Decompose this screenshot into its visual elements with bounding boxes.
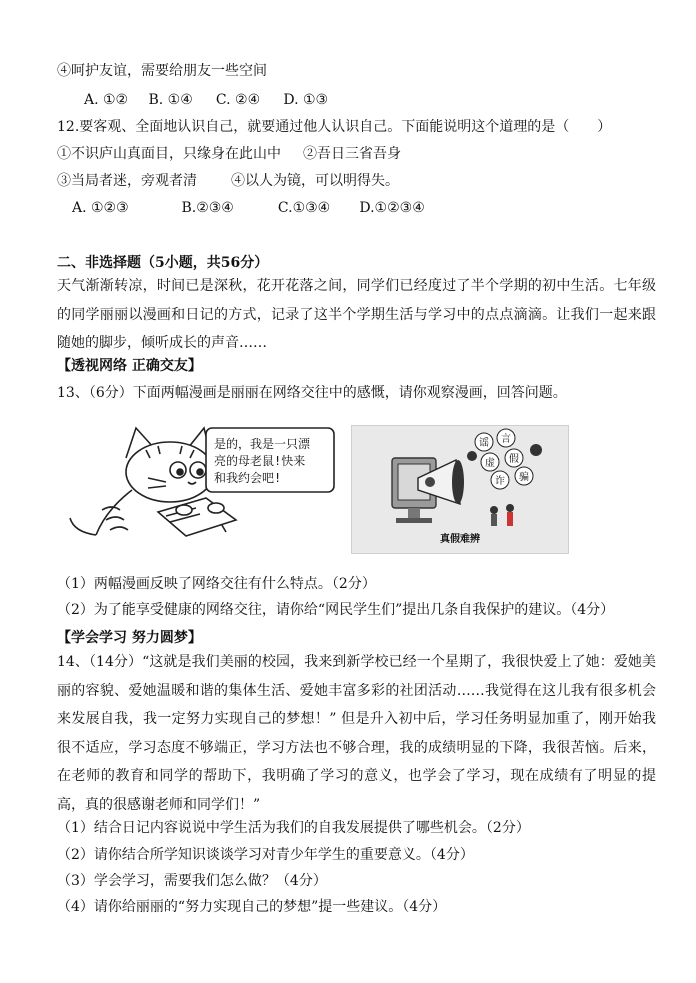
q12-statement-2: ②吾日三省吾身: [303, 146, 401, 162]
balloon-word-2: 言: [501, 434, 511, 445]
bubble-text-line2: 亮的母老鼠!快来: [214, 454, 306, 468]
q12-statements-row1: [57, 144, 656, 164]
balloon-word-1: 谣: [479, 438, 489, 449]
q11-option-a: A. ①②: [84, 92, 129, 108]
balloon-word-3: 虚: [485, 458, 495, 469]
balloon-word-5: 诈: [495, 476, 505, 487]
q14-stem: 14、（14分）“这就是我们美丽的校园，我来到新学校已经一个星期了，我很快爱上了她：爱她美丽的容貌、爱她温暖和谐的集体生活、爱她丰富多彩的社团活动……我觉得在这儿我有很多机会来发展自我，我一定努力实现自己的梦想！” 但是升入初中后，学习任务明显加重了，刚开始我很不适应，学习态度不够端正，学习方法也不够合理，我的成绩明显的下降，我很苦恼。后来，在老师的教育和同学的帮助下，我明确了学习的意义，也学会了学习，现在成绩有了明显的提高，真的很感谢老师和同学们！”: [57, 654, 656, 813]
q11-options: [84, 90, 656, 110]
q12-stem: 12.要客观、全面地认识自己，就要通过他人认识自己。下面能说明这个道理的是（ ）: [57, 119, 612, 135]
q13-stem: 13、（6分）下面两幅漫画是丽丽在网络交往中的感慨，请你观察漫画，回答问题。: [57, 385, 567, 401]
q11-option-b: B. ①④: [148, 92, 193, 108]
q12-statement-1: ①不识庐山真面目，只缘身在此山中: [57, 146, 281, 162]
q14-sub1: （1）结合日记内容说说中学生活为我们的自我发展提供了哪些机会。（2分）: [57, 820, 530, 836]
section2-intro: 天气渐渐转凉，时间已是深秋，花开花落之间，同学们已经度过了半个学期的初中生活。七年级的同学丽丽以漫画和日记的方式，记录了这半个学期生活与学习中的点点滴滴。让我们一起来跟随她的脚步，倾听成长的声音……: [57, 278, 656, 351]
cat-cartoon: [66, 420, 341, 540]
q14-sub2: （2）请你结合所学知识谈谈学习对青少年学生的重要意义。（4分）: [57, 847, 474, 863]
topic1-heading: 【透视网络 正确交友】: [57, 358, 202, 374]
balloon-word-4: 假: [509, 454, 519, 465]
cartoon-caption: 真假难辨: [440, 534, 480, 545]
bubble-text-line3: 和我约会吧!: [214, 471, 282, 485]
q12-option-d: D.①②③④: [359, 200, 425, 216]
q12-option-c: C.①③④: [277, 200, 331, 216]
balloon-word-6: 骗: [519, 472, 529, 483]
section2-heading: 二、非选择题（5小题，共56分）: [57, 255, 269, 271]
q14-sub3: （3）学会学习，需要我们怎么做？（4分）: [57, 873, 327, 889]
q11-option-c: C. ②④: [215, 92, 261, 108]
q13-sub2: （2）为了能享受健康的网络交往，请你给“网民学生们”提出几条自我保护的建议。（4分）: [57, 602, 615, 618]
megaphone-drawing: [352, 426, 568, 553]
bubble-text-line1: 是的，我是一只漂: [214, 437, 311, 451]
q13-sub1: （1）两幅漫画反映了网络交往有什么特点。（2分）: [57, 576, 376, 592]
q12-statement-4: ④以人为镜，可以明得失。: [231, 173, 399, 189]
q11-option-d: D. ①③: [283, 92, 329, 108]
q12-option-a: A. ①②③: [72, 200, 129, 216]
q14-sub4: （4）请你给丽丽的“努力实现自己的梦想”提一些建议。（4分）: [57, 899, 447, 915]
q12-statements-row2: [57, 171, 656, 191]
megaphone-cartoon: [351, 425, 569, 554]
q12-option-b: B.②③④: [181, 200, 234, 216]
q12-options: [72, 198, 656, 218]
q12-statement-3: ③当局者迷，旁观者清: [57, 173, 197, 189]
q11-statement-4: ④呵护友谊，需要给朋友一些空间: [57, 63, 267, 79]
topic2-heading: 【学会学习 努力圆梦】: [57, 630, 202, 646]
